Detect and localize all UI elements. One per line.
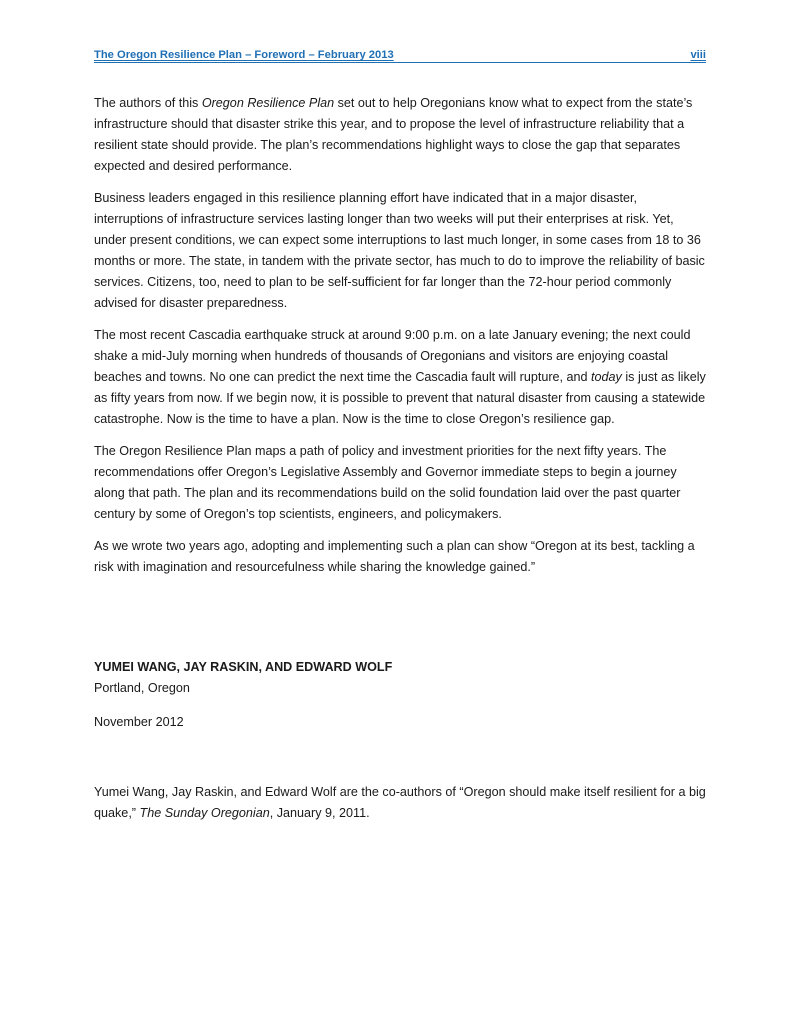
header-title: The Oregon Resilience Plan – Foreword – February 2013 — [94, 49, 394, 61]
bio-text-a: Yumei Wang, Jay Raskin, and Edward Wolf are the co-authors of “Oregon should make itself resilient for a big quake,” — [94, 785, 706, 820]
body-text — [94, 93, 708, 589]
paragraph-1 — [94, 93, 708, 177]
paragraph-3 — [94, 325, 708, 430]
author-names: YUMEI WANG, JAY RASKIN, AND EDWARD WOLF — [94, 660, 393, 674]
paragraph-1-text-c: set out to help Oregonians know what to expect from the state’s infrastructure should that disaster strike this year, and to propose the level of infrastructure reliability that a resilient state should provide. The plan’s recommendations highlight ways to close the gap that separates expected and desired performance. — [94, 96, 693, 173]
author-bio — [94, 782, 708, 824]
bio-text-c: , January 9, 2011. — [269, 806, 370, 820]
paragraph-1-text-a: The authors of this — [94, 96, 202, 110]
paragraph-3-text-a: The most recent Cascadia earthquake struck at around 9:00 p.m. on a late January evening; the next could shake a mid-July morning when hundreds of thousands of Oregonians and visitors are enjoying coastal beaches and towns. No one can predict the next time the Cascadia fault will rupture, and — [94, 328, 691, 384]
paragraph-5: As we wrote two years ago, adopting and implementing such a plan can show “Oregon at its best, tackling a risk with imagination and resourcefulness while sharing the knowledge gained.” — [94, 539, 695, 574]
paragraph-4: The Oregon Resilience Plan maps a path of policy and investment priorities for the next fifty years. The recommendations offer Oregon’s Legislative Assembly and Governor immediate steps to begin a journey along that path. The plan and its recommendations build on the solid foundation laid over the past quarter century by some of Oregon’s top scientists, engineers, and policymakers. — [94, 444, 681, 521]
running-header — [94, 48, 706, 63]
paragraph-3-italic: today — [591, 370, 622, 384]
paragraph-1-italic: Oregon Resilience Plan — [201, 96, 335, 110]
signature-date: November 2012 — [94, 715, 184, 729]
header-page-number: viii — [690, 49, 706, 61]
signature-block — [94, 657, 708, 699]
bio-publication: The Sunday Oregonian — [139, 806, 270, 820]
paragraph-2: Business leaders engaged in this resilience planning effort have indicated that in a major disaster, interruptions of infrastructure services lasting longer than two weeks will put their enterprises at risk. Yet, under present conditions, we can expect some interruptions to last much longer, in some cases from 18 to 36 months or more. The state, in tandem with the private sector, has much to do to improve the reliability of basic services. Citizens, too, need to plan to be self-sufficient for far longer than the 72-hour period commonly advised for disaster preparedness. — [94, 191, 705, 310]
paragraph-3-text-c: is just as likely as fifty years from now. If we begin now, it is possible to prevent that natural disaster from causing a statewide catastrophe. Now is the time to have a plan. Now is the time to close Oregon’s resilience gap. — [94, 370, 706, 426]
author-location: Portland, Oregon — [94, 681, 190, 695]
